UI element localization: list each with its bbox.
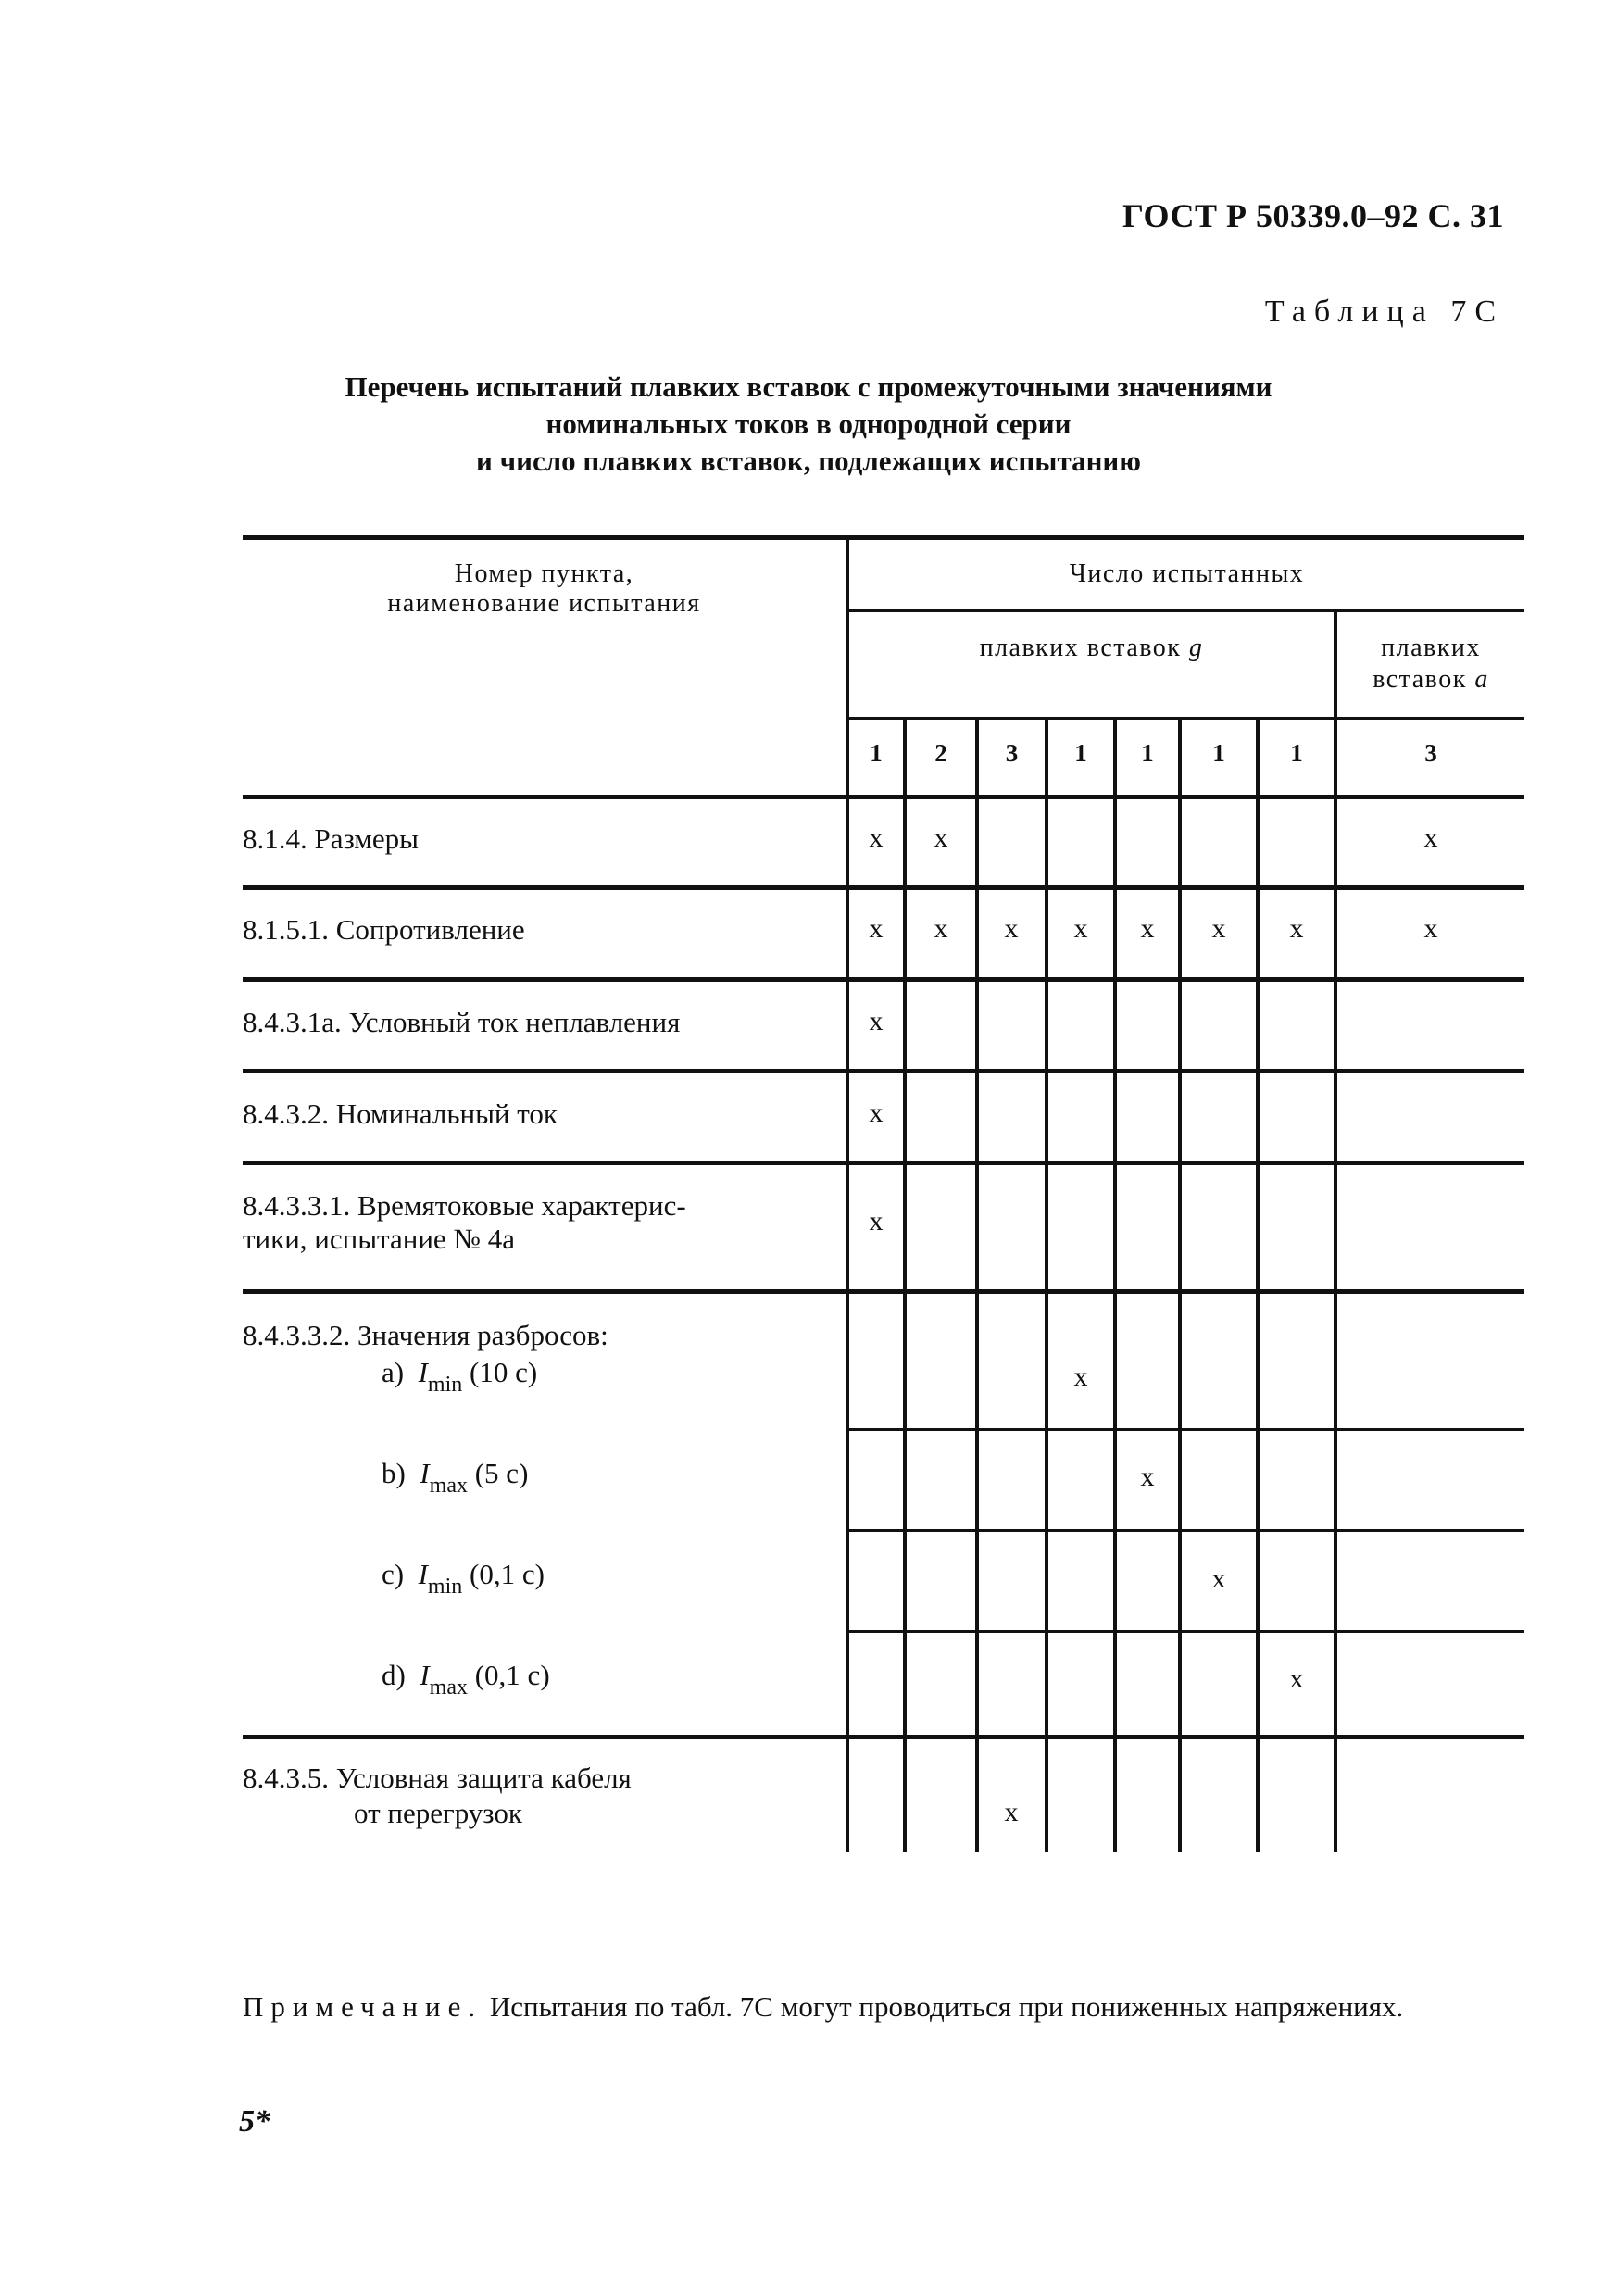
row-label-dimensions: 8.1.4. Размеры (243, 822, 420, 855)
header-fuses-g (849, 634, 1334, 663)
row-label-resistance: 8.1.5.1. Сопротивление (243, 913, 525, 946)
spread-condition: (0,1 с) (470, 1558, 545, 1590)
test-mark: x (934, 913, 948, 944)
test-mark: x (869, 822, 884, 853)
col-divider (1045, 717, 1048, 1852)
current-subscript: max (429, 1474, 468, 1498)
header-left-line-2: наименование испытания (387, 589, 701, 618)
header-a-symbol: a (1474, 665, 1489, 694)
test-mark: x (1423, 822, 1438, 853)
test-mark: x (1211, 913, 1226, 944)
document-code: ГОСТ Р 50339.0–92 С. 31 (1122, 197, 1504, 234)
row-label-time-current-2: тики, испытание № 4а (243, 1223, 516, 1255)
caption-line-1: Перечень испытаний плавких вставок с промежуточными значениями (345, 370, 1272, 403)
row-label-time-current-1: 8.4.3.3.1. Времятоковые характерис- (243, 1189, 686, 1222)
col-divider (1256, 717, 1260, 1852)
sub-row-rule (849, 1630, 1524, 1633)
test-mark: x (1289, 1663, 1304, 1694)
col-number: 1 (870, 739, 883, 767)
table-label: Таблица 7С (1264, 295, 1504, 329)
col-number: 1 (1290, 739, 1303, 767)
test-mark: x (869, 913, 884, 944)
col-number: 1 (1074, 739, 1087, 767)
col-number: 1 (1141, 739, 1154, 767)
current-symbol: I (418, 1558, 428, 1590)
current-subscript: min (427, 1373, 463, 1397)
spread-condition: (10 с) (470, 1356, 538, 1388)
col-number: 3 (1005, 739, 1019, 767)
spread-prefix: a) (382, 1356, 405, 1388)
sub-row-rule (849, 1529, 1524, 1532)
header-g-symbol: g (1188, 634, 1204, 662)
test-mark: x (1004, 1797, 1019, 1827)
test-mark: x (1211, 1563, 1226, 1594)
table-note (243, 1987, 1521, 2027)
col-number: 3 (1424, 739, 1437, 767)
header-fuses-g-label: плавких вставок (979, 634, 1182, 662)
header-bottom-rule (243, 795, 1524, 799)
test-mark: x (1073, 1361, 1088, 1392)
current-subscript: max (429, 1675, 468, 1700)
test-mark: x (934, 822, 948, 853)
header-count: Число испытанных (1069, 559, 1305, 588)
header-fuses-a-line-2 (1337, 665, 1524, 695)
test-mark: x (1140, 913, 1155, 944)
header-left-line-1: Номер пункта, (454, 559, 634, 588)
row-label-cable-protection-1: 8.4.3.5. Условная защита кабеля (243, 1762, 632, 1794)
row-rule (243, 1069, 1524, 1073)
col-number: 1 (1212, 739, 1225, 767)
test-mark: x (1423, 913, 1438, 944)
page-signature-mark: 5* (239, 2104, 270, 2139)
spread-prefix: d) (382, 1659, 406, 1691)
spread-condition: (5 с) (474, 1457, 529, 1489)
current-symbol: I (420, 1457, 430, 1489)
table-top-rule (243, 535, 1524, 540)
row-label-spread-a (382, 1356, 537, 1398)
row-label-spread-c (382, 1558, 545, 1600)
col-divider (903, 717, 907, 1852)
row-label-spread-b (382, 1457, 528, 1499)
test-mark: x (1004, 913, 1019, 944)
col-number: 2 (934, 739, 947, 767)
header-fuses-a-label: вставок (1373, 665, 1467, 694)
row-rule (243, 1735, 1524, 1739)
current-subscript: min (427, 1575, 463, 1599)
row-rule (243, 885, 1524, 890)
col-divider (1113, 717, 1117, 1852)
caption-line-3: и число плавких вставок, подлежащих испытанию (476, 445, 1141, 477)
row-label-spread-d (382, 1659, 550, 1700)
note-text: Испытания по табл. 7С могут проводиться при пониженных напряжениях. (489, 1990, 1404, 2023)
test-mark: x (1073, 913, 1088, 944)
caption-line-2: номинальных токов в однородной серии (545, 408, 1072, 440)
col-divider (1334, 609, 1337, 1852)
spread-condition: (0,1 с) (474, 1659, 550, 1691)
row-label-cable-protection-2: от перегрузок (354, 1797, 522, 1829)
note-lead: Примечание. (243, 1990, 483, 2023)
row-rule (243, 1161, 1524, 1165)
row-label-non-fusing-current: 8.4.3.1а. Условный ток неплавления (243, 1006, 681, 1038)
row-rule (243, 977, 1524, 982)
header-rule-1 (849, 609, 1524, 612)
test-mark: x (869, 1006, 884, 1036)
row-rule (243, 1289, 1524, 1294)
header-fuses-a-line-1: плавких (1381, 634, 1481, 662)
test-mark: x (1289, 913, 1304, 944)
current-symbol: I (418, 1356, 428, 1388)
col-divider (975, 717, 979, 1852)
current-symbol: I (420, 1659, 430, 1691)
test-mark: x (869, 1098, 884, 1128)
row-label-rated-current: 8.4.3.2. Номинальный ток (243, 1098, 558, 1130)
test-mark: x (1140, 1462, 1155, 1492)
sub-row-rule (849, 1428, 1524, 1431)
row-label-spread-values: 8.4.3.3.2. Значения разбросов: (243, 1319, 608, 1351)
spread-prefix: c) (382, 1558, 405, 1590)
spread-prefix: b) (382, 1457, 406, 1489)
test-mark: x (869, 1206, 884, 1236)
header-rule-2 (849, 717, 1524, 720)
col-divider (846, 535, 849, 1852)
col-divider (1178, 717, 1182, 1852)
